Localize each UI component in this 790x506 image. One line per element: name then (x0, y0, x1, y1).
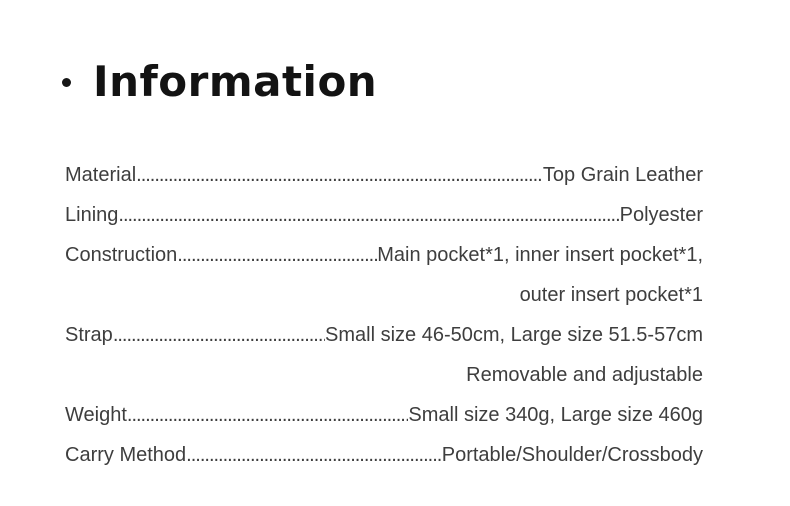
spec-label: Construction (65, 244, 178, 266)
dotted-leader (186, 435, 442, 475)
spec-row-construction (65, 235, 703, 275)
spec-label: Weight (65, 404, 127, 426)
spec-value: Small size 46-50cm, Large size 51.5-57cm (325, 324, 703, 346)
spec-value: Main pocket*1, inner insert pocket*1, (377, 244, 703, 266)
spec-row-strap-continuation (65, 355, 703, 395)
spec-label: Lining (65, 204, 119, 226)
spec-value: Top Grain Leather (542, 164, 703, 186)
spec-value: Portable/Shoulder/Crossbody (441, 444, 703, 466)
dotted-leader (177, 235, 377, 275)
dotted-leader (113, 315, 325, 355)
page-title: Information (93, 57, 378, 106)
spec-list (65, 155, 703, 475)
spec-value: Small size 340g, Large size 460g (408, 404, 703, 426)
bullet-icon (62, 78, 71, 87)
spec-row-weight (65, 395, 703, 435)
spec-row-lining (65, 195, 703, 235)
spec-value-continuation: Removable and adjustable (466, 364, 703, 386)
spec-row-carry-method (65, 435, 703, 475)
spec-label: Carry Method (65, 444, 187, 466)
dotted-leader (118, 195, 619, 235)
spec-value: Polyester (619, 204, 703, 226)
dotted-leader (127, 395, 408, 435)
spec-label: Strap (65, 324, 113, 346)
spec-row-construction-continuation (65, 275, 703, 315)
spec-row-material (65, 155, 703, 195)
spec-value-continuation: outer insert pocket*1 (519, 284, 703, 306)
spec-label: Material (65, 164, 137, 186)
section-heading (62, 58, 377, 106)
dotted-leader (136, 155, 543, 195)
spec-row-strap (65, 315, 703, 355)
